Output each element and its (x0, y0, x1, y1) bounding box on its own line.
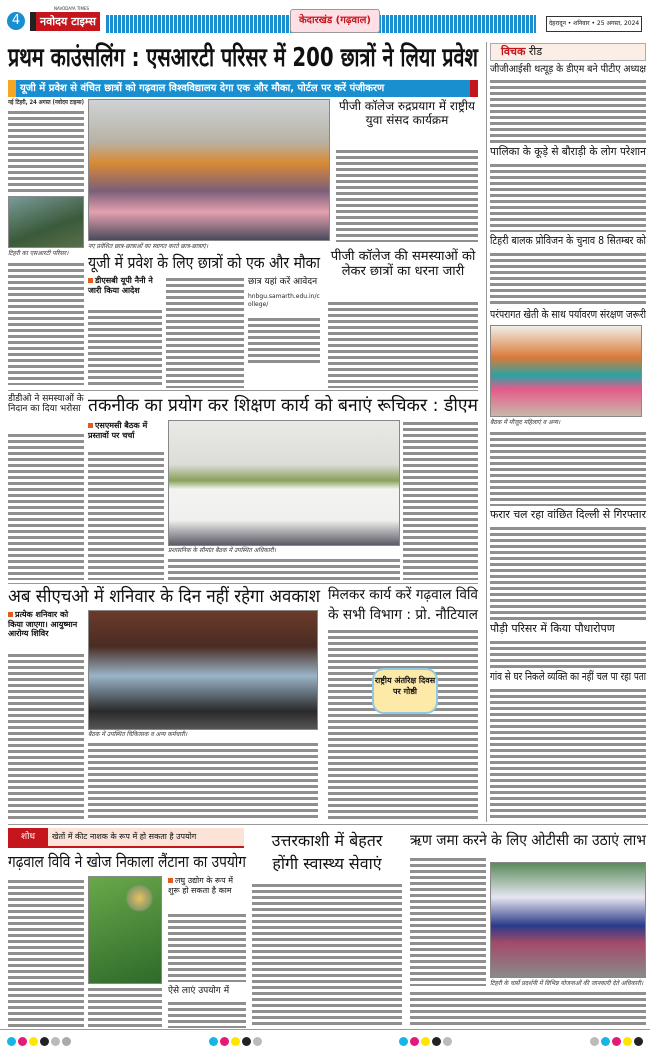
apply-box-title: छात्र यहां करें आवेदन (248, 277, 318, 287)
research-tag: शोध (8, 828, 48, 846)
lantana-body-2 (88, 986, 162, 1028)
research-kicker (8, 828, 244, 848)
apply-box-link[interactable]: hnbgu.samarth.edu.in/college/ (248, 293, 320, 308)
otc-photo-caption: टिहरी के चार्से प्रदर्शनी में विभिन्न योजनाओं की जानकारी देते अधिकारी। (490, 980, 644, 987)
sidebar-title-b: रीड (528, 45, 543, 58)
logo-text: नवोदय टाइम्स (30, 12, 100, 31)
sidebar-item-headline: पौड़ी परिसर में किया पौधारोपण (490, 622, 615, 635)
sidebar-title (490, 43, 646, 61)
cho-body-2 (88, 741, 318, 820)
research-kicker-text: खेतों में कीट नाशक के रूप में हो सकता है उपयोग (52, 832, 197, 841)
color-bar (589, 1031, 644, 1040)
uttarkashi-headline-2: होंगी स्वास्थ्य सेवाएं (272, 854, 382, 873)
lead-headline: प्रथम काउंसलिंग : एसआरटी परिसर में 200 छात्रों ने लिया प्रवेश (8, 43, 478, 73)
sidebar-item-body (490, 687, 646, 820)
sidebar-item-body (490, 525, 646, 621)
section-tab: केदारखंड (गढ़वाल) (290, 9, 380, 33)
color-bar (208, 1031, 263, 1040)
sidebar-item-headline: पालिका के कूड़े से बौराड़ी के लोग परेशान (490, 145, 646, 158)
otc-headline: ऋण जमा करने के लिए ओटीसी का उठाएं लाभ (410, 831, 646, 849)
lead-photo (88, 99, 330, 241)
uttarkashi-headline-1: उत्तरकाशी में बेहतर (271, 831, 383, 850)
lantana-body-4 (168, 1000, 246, 1028)
cho-photo-caption: बैठक में उपस्थित चिकित्सक व अन्य कर्मचारी। (88, 731, 188, 738)
sidebar-border (486, 42, 487, 822)
sidebar-item-body (490, 162, 646, 232)
uttarkashi-body (252, 882, 402, 1028)
ddo-body (8, 432, 84, 580)
sidebar-item-body (490, 639, 646, 669)
aerial-photo (8, 196, 84, 248)
cho-subhead: प्रत्येक शनिवार को किया जाएगा। आयुष्मान आरोग्य शिविर (8, 610, 84, 639)
cho-photo (88, 610, 318, 730)
ug-chance-headline: यूजी में प्रवेश के लिए छात्रों को एक और मौका (88, 253, 320, 272)
sidebar-item-body (490, 78, 646, 144)
nautiyal-headline-1: मिलकर कार्य करें गढ़वाल विवि (328, 587, 478, 603)
divider (8, 824, 648, 825)
aerial-caption: टिहरी का एसआरटी परिसर। (8, 250, 69, 257)
lantana-subhead-1: लघु उद्योग के रूप में शुरू हो सकता है काम (168, 876, 246, 895)
logo-small-text: NAVODAYA TIMES (54, 6, 90, 11)
sidebar-item-headline: जीजीआईसी थत्यूड़ के डीएम बने पीटीए अध्यक्ष (490, 64, 646, 75)
color-bar (398, 1031, 453, 1040)
nautiyal-body (328, 628, 478, 820)
registration-marks (0, 1029, 650, 1041)
sidebar-title-a: विचक (501, 45, 526, 58)
cho-headline: अब सीएचओ में शनिवार के दिन नहीं रहेगा अवकाश (8, 586, 320, 607)
masthead-logo (30, 6, 102, 36)
lantana-subhead-2: ऐसे लाएं उपयोग में (168, 986, 230, 996)
page-number-badge: 4 (7, 12, 25, 30)
dm-photo (168, 420, 400, 546)
ug-chance-body (88, 308, 162, 388)
dm-subhead: एसएमसी बैठक में प्रस्तावों पर चर्चा (88, 421, 164, 440)
divider (8, 390, 478, 391)
ug-chance-body-2 (166, 276, 244, 388)
dateline: देहरादून • शनिवार • 25 अगस्त, 2024 (546, 16, 642, 32)
lantana-body (8, 878, 84, 1028)
divider (8, 583, 478, 584)
dm-headline: तकनीक का प्रयोग कर शिक्षण कार्य को बनाएं रूचिकर : डीएम (88, 395, 478, 416)
lead-strap-text: यूजी में प्रवेश से वंचित छात्रों को गढ़वाल विश्वविद्यालय देगा एक और मौका, पोर्टल पर करें पंजीकरण (20, 83, 385, 94)
sidebar-photo (490, 325, 642, 417)
sidebar-item-headline: परंपरागत खेती के साथ पर्यावरण संरक्षण जरूरी (490, 308, 646, 321)
pg-rudraprayag-body (336, 148, 478, 242)
dm-photo-caption: प्रशासनिक के सीमांत बैठक में उपस्थित अधिकारी। (168, 547, 276, 554)
dm-body-2 (403, 420, 478, 580)
nautiyal-headline-2: के सभी विभाग : प्रो. नौटियाल (328, 607, 478, 623)
cho-body (8, 652, 84, 820)
lead-strap (8, 80, 478, 97)
sidebar-item-body (490, 430, 646, 506)
apply-box-body (248, 316, 320, 366)
otc-body (410, 856, 486, 986)
dm-body-3 (168, 557, 400, 581)
lantana-body-3 (168, 912, 246, 982)
lead-dateline: नई टिहरी, 24 अगस्त (नवोदय टाइम्स) (8, 99, 84, 106)
ddo-headline: डीडीओ ने समस्याओं के निदान का दिया भरोसा (8, 394, 84, 415)
lantana-photo (88, 876, 162, 984)
sidebar-item-headline: फरार चल रहा वांछित दिल्ली से गिरफ्तार (490, 508, 646, 521)
pg-dharna-body (328, 300, 478, 388)
sidebar-item-body (490, 251, 646, 307)
otc-photo (490, 862, 646, 978)
pg-rudraprayag-headline: पीजी कॉलेज रुद्रप्रयाग में राष्ट्रीय युवा संसद कार्यक्रम (336, 100, 478, 128)
otc-body-2 (410, 990, 646, 1028)
lead-body-2 (8, 261, 84, 385)
pg-dharna-headline: पीजी कॉलेज की समस्याओं को लेकर छात्रों का धरना जारी (328, 250, 478, 280)
sidebar-photo-caption: बैठक में मौजूद महिलाएं व अन्य। (490, 419, 561, 426)
sidebar-item-headline: गांव से घर निकले व्यक्ति का नहीं चल पा रहा पता (490, 670, 646, 683)
dm-body (88, 450, 164, 580)
lead-photo-caption: नए प्रवेशित छात्र-छात्राओं का स्वागत करते छात्र-छात्राएं। (88, 243, 209, 250)
color-bar (6, 1031, 72, 1040)
space-day-badge: राष्ट्रीय अंतरिक्ष दिवस पर गोष्ठी (372, 668, 438, 714)
lantana-headline: गढ़वाल विवि ने खोज निकाला लैंटाना का उपयोग (8, 852, 246, 871)
lead-body (8, 109, 84, 193)
ug-chance-subhead: डीएसबी यूपी नैनी ने जारी किया आदेश (88, 276, 162, 295)
sidebar-item-headline: टिहरी बालक प्रोविजन के चुनाव 8 सितम्बर को (490, 234, 646, 247)
